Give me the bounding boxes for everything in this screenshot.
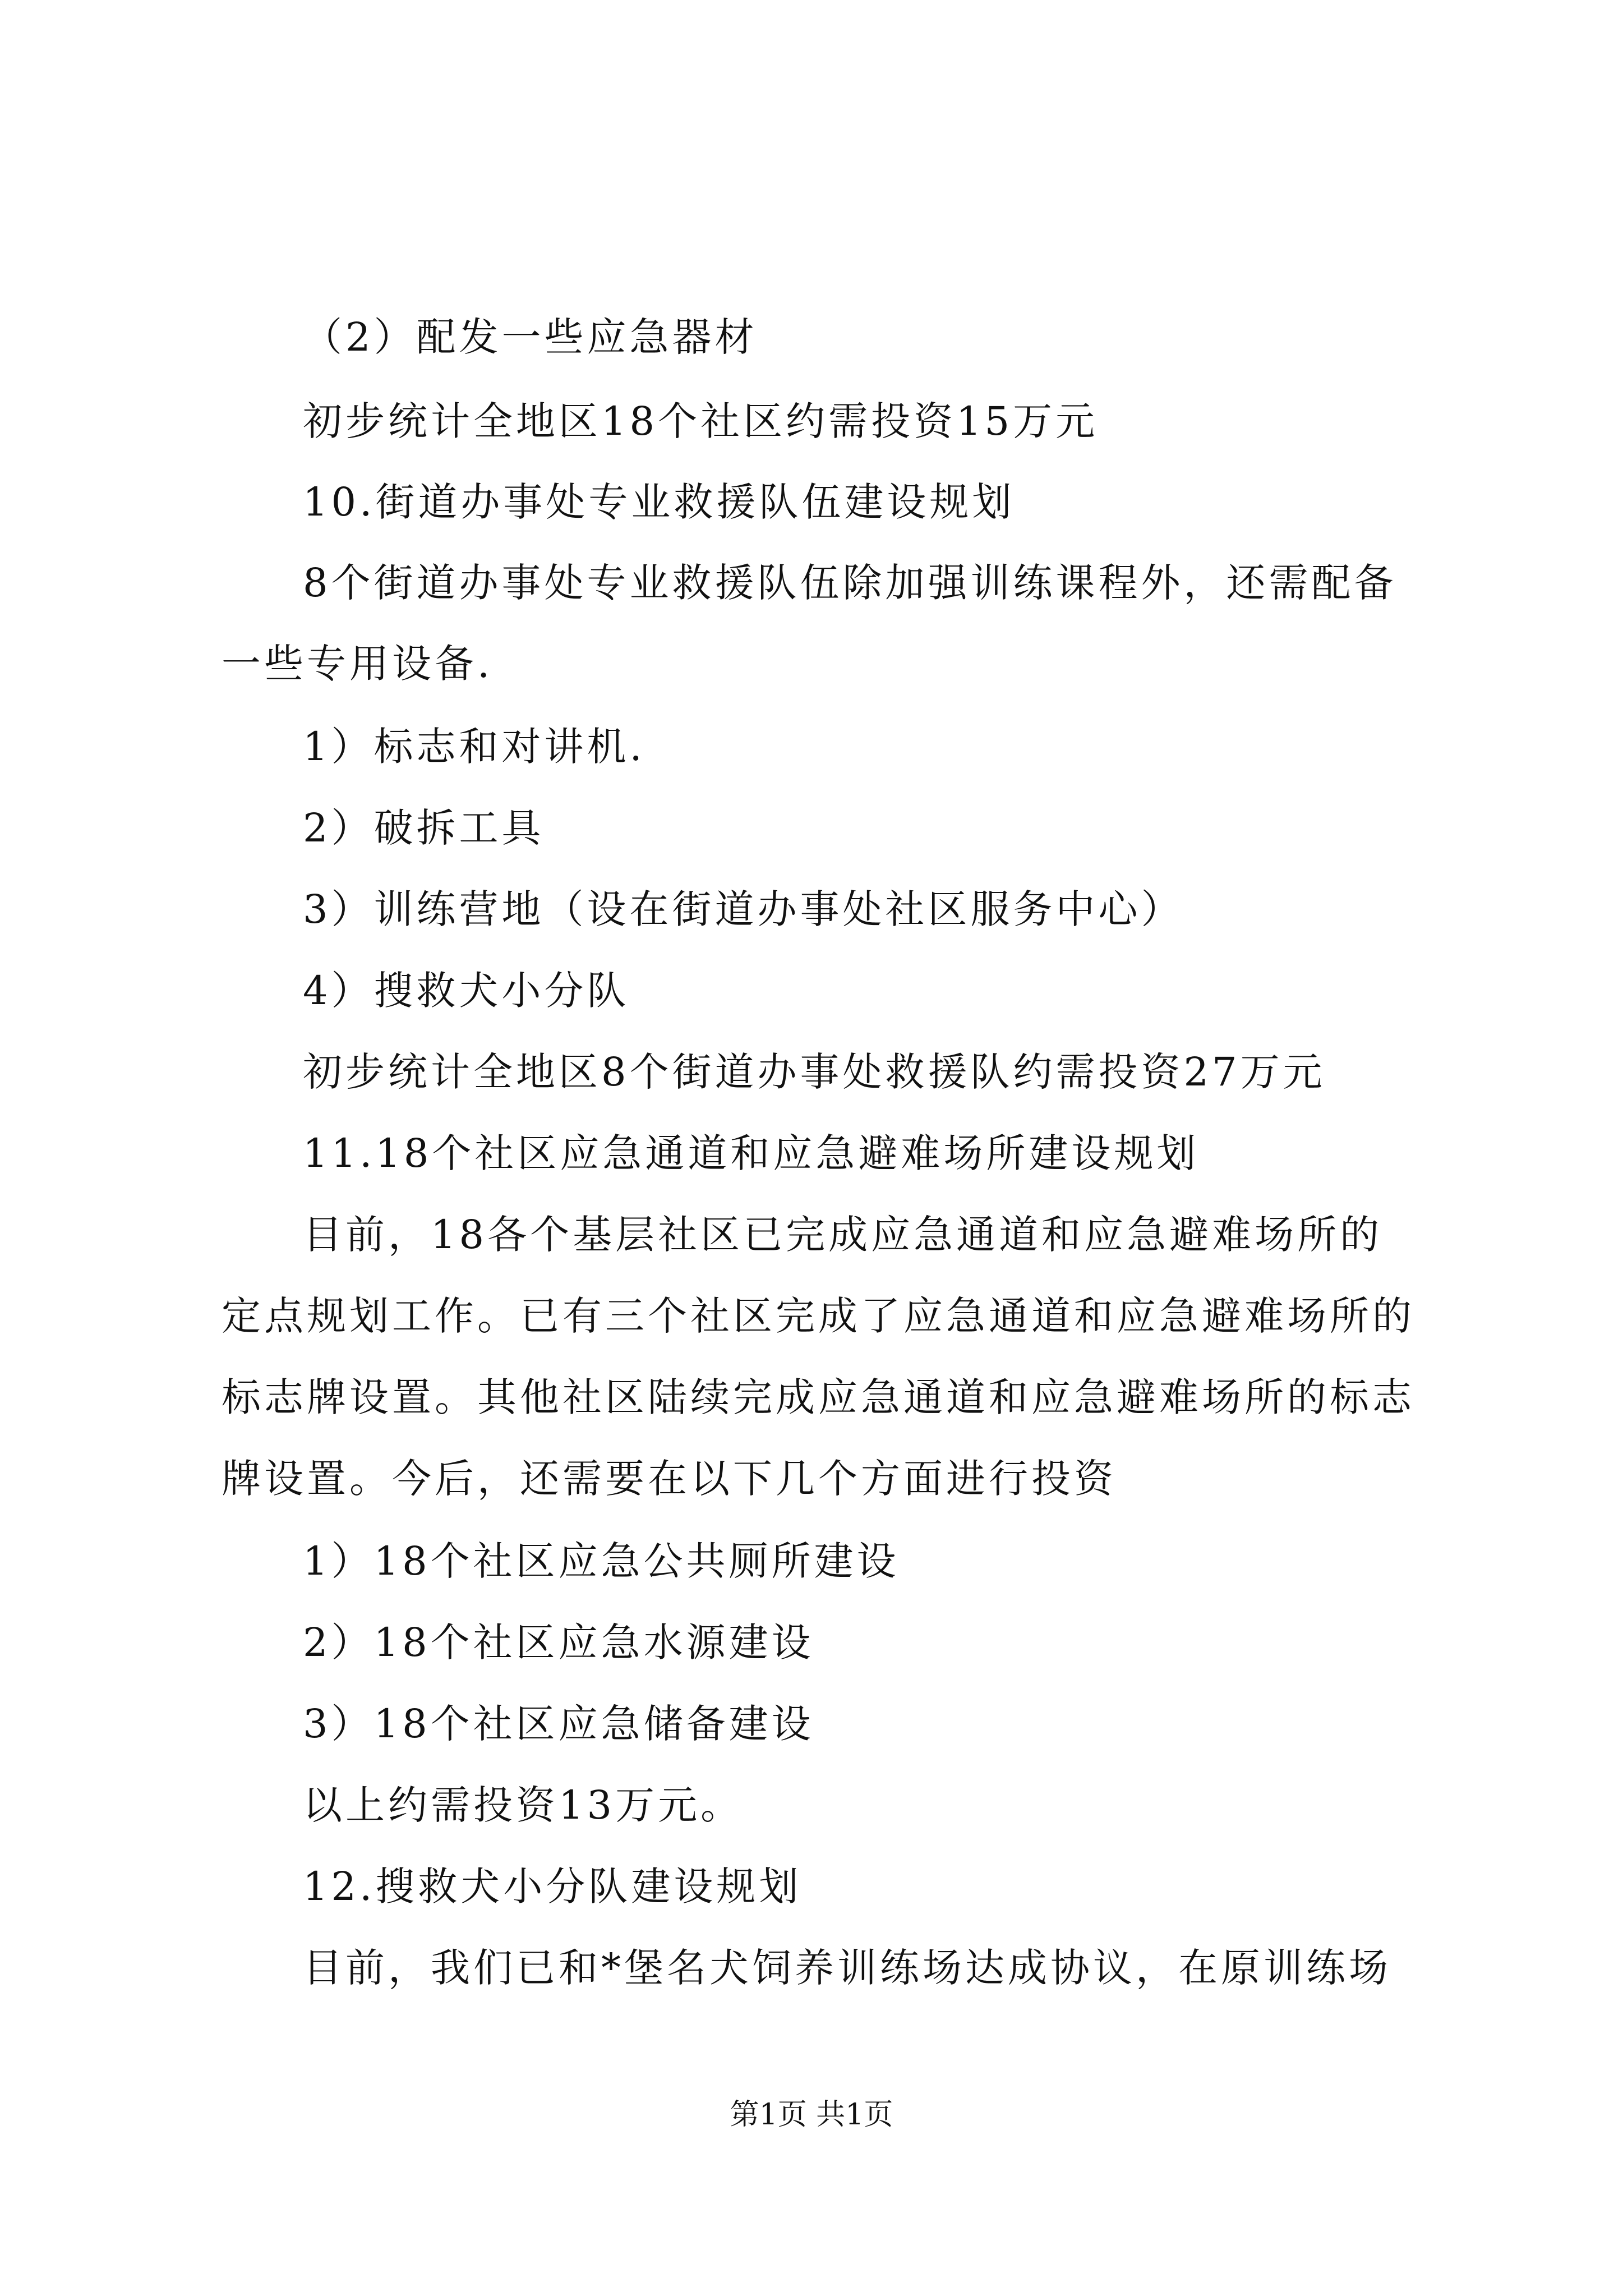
text-line: 8个街道办事处专业救援队伍除加强训练课程外，还需配备 — [303, 560, 1397, 606]
list-item: 3）18个社区应急储备建设 — [303, 1701, 814, 1747]
text-line: 目前，我们已和*堡名犬饲养训练场达成协议，在原训练场 — [303, 1945, 1391, 1991]
text-line: 定点规划工作。已有三个社区完成了应急通道和应急避难场所的 — [222, 1293, 1415, 1339]
list-item: 1）18个社区应急公共厕所建设 — [303, 1538, 900, 1584]
section-heading: 11.18个社区应急通道和应急避难场所建设规划 — [303, 1130, 1200, 1176]
text-line: （2）配发一些应急器材 — [303, 314, 758, 360]
text-line: 初步统计全地区8个街道办事处救援队约需投资27万元 — [303, 1049, 1326, 1095]
text-line: 初步统计全地区18个社区约需投资15万元 — [303, 398, 1099, 444]
text-line: 目前，18各个基层社区已完成应急通道和应急避难场所的 — [303, 1212, 1383, 1258]
page-number-footer: 第1页 共1页 — [730, 2098, 893, 2132]
list-item: 2）18个社区应急水源建设 — [303, 1619, 814, 1665]
list-item: 2）破拆工具 — [303, 805, 545, 851]
section-heading: 12.搜救犬小分队建设规划 — [303, 1864, 802, 1910]
text-line: 一些专用设备. — [222, 641, 494, 687]
text-line: 牌设置。今后，还需要在以下几个方面进行投资 — [222, 1456, 1117, 1502]
list-item: 4）搜救犬小分队 — [303, 968, 630, 1014]
list-item: 3）训练营地（设在街道办事处社区服务中心） — [303, 886, 1184, 932]
section-heading: 10.街道办事处专业救援队伍建设规划 — [303, 479, 1015, 525]
text-line: 标志牌设置。其他社区陆续完成应急通道和应急避难场所的标志 — [222, 1374, 1415, 1420]
text-line: 以上约需投资13万元。 — [303, 1782, 744, 1828]
list-item: 1）标志和对讲机. — [303, 724, 645, 770]
